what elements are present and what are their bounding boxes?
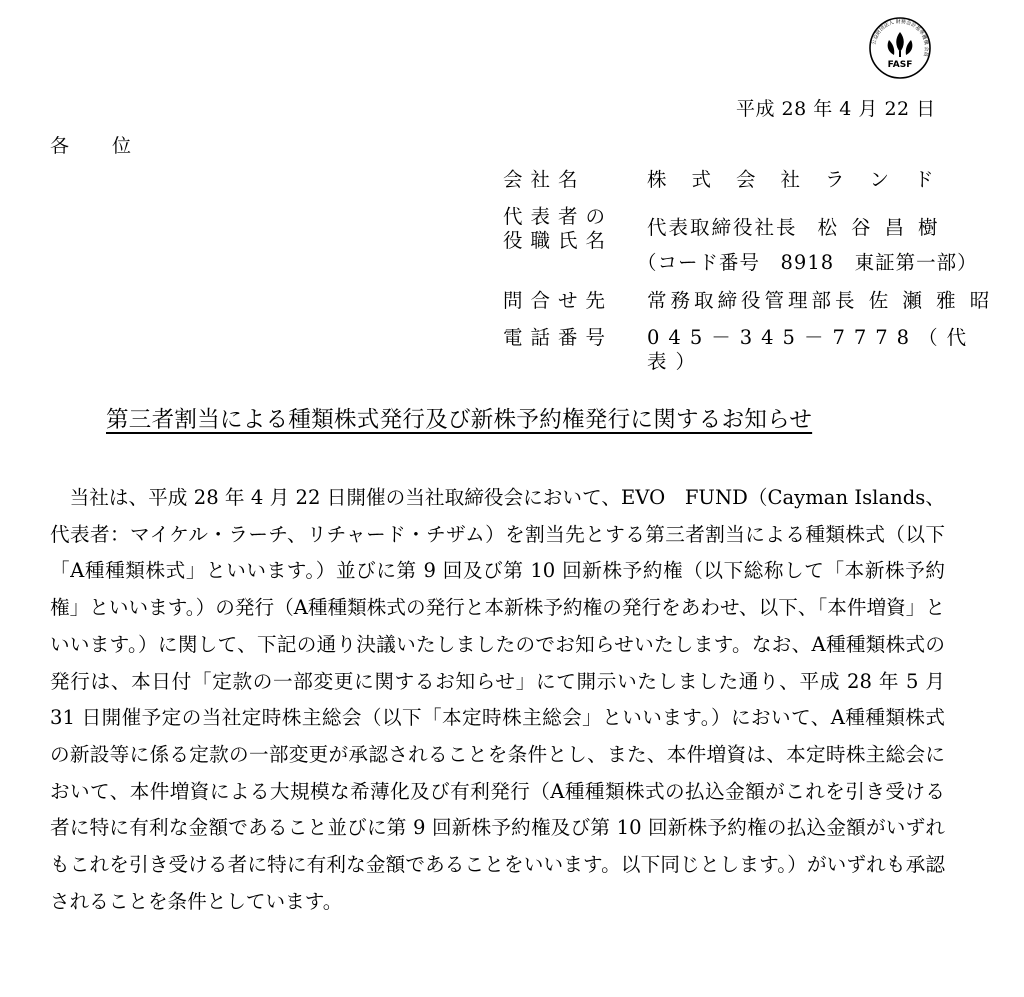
addressee: 各位 xyxy=(50,135,175,157)
representative-title: 代表取締役社長 xyxy=(647,216,798,239)
representative-row xyxy=(503,205,1003,251)
representative-label xyxy=(503,205,647,253)
stock-code: （コード番号 8918 東証第一部） xyxy=(637,251,978,274)
body-paragraph: 当社は、平成 28 年 4 月 22 日開催の当社取締役会において、EVO FUND（Cayman Islands、代表者：マイケル・ラーチ、リチャード・チザム）を割当先とする第三者割当による種類株式（以下「A種種類株式」といいます。）並びに第 9 回及び第 10 回新株予約権（以下総称して「本新株予約権」といいます。）の発行（A種種類株式の発行と本新株予約権の発行をあわせ、以下、「本件増資」といいます。）に関して、下記の通り決議いたしましたのでお知らせいたします。なお、A種種類株式の発行は、本日付「定款の一部変更に関するお知らせ」にて開示いたしました通り、平成 28 年 5 月 31 日開催予定の当社定時株主総会（以下「本定時株主総会」といいます。）において、A種種類株式の新設等に係る定款の一部変更が承認されることを条件とし、また、本件増資は、本定時株主総会において、本件増資による大規模な希薄化及び有利発行（A種種類株式の払込金額がこれを引き受ける者に特に有利な金額であること並びに第 9 回新株予約権及び第 10 回新株予約権の払込金額がいずれもこれを引き受ける者に特に有利な金額であることをいいます。以下同じとします。）がいずれも承認されることを条件としています。 xyxy=(50,486,945,913)
fasf-seal-icon xyxy=(868,16,932,80)
contact-person: 常務取締役管理部長 佐 瀬 雅 昭 xyxy=(647,289,994,312)
document-body xyxy=(50,480,945,920)
representative-name: 松谷昌樹 xyxy=(817,216,952,239)
phone-label: 電話番号 xyxy=(503,326,614,349)
representative-label-line2: 役職氏名 xyxy=(503,229,614,252)
company-name-label: 会社名 xyxy=(503,168,586,191)
company-name: 株式会社ランド xyxy=(647,168,959,191)
company-name-row xyxy=(503,168,1003,205)
company-info-block xyxy=(503,168,1003,373)
contact-row xyxy=(503,289,1003,326)
phone-row xyxy=(503,326,1003,373)
representative xyxy=(647,205,1003,240)
issue-date: 平成 28 年 4 月 22 日 xyxy=(736,98,936,120)
contact-label: 問合せ先 xyxy=(503,289,614,312)
document-title: 第三者割当による種類株式発行及び新株予約権発行に関するお知らせ xyxy=(106,407,813,433)
seal-ring-text: 公益財団法人 財務会計基準機構 会員 xyxy=(871,18,930,58)
representative-label-line1: 代表者の xyxy=(503,205,614,228)
phone-number: 045－345－7778（代表） xyxy=(647,326,976,373)
code-row xyxy=(503,251,1003,289)
seal-label: FASF xyxy=(887,60,913,70)
